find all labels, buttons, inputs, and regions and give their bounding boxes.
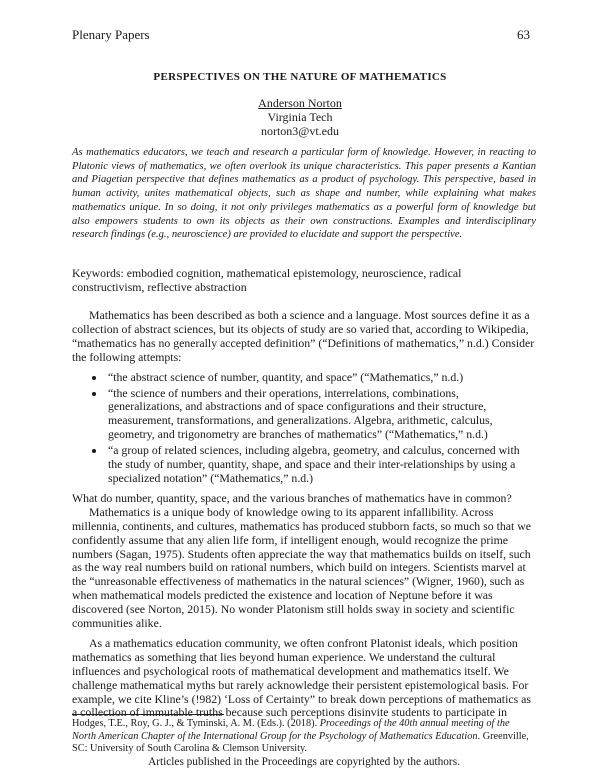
citation-proceedings: Proceedings of the 40th annual meeting of the North American Chapter of the International Group for the Psychology of Mathematics Education xyxy=(72,718,510,742)
copyright-notice: Articles published in the Proceedings are copyrighted by the authors. xyxy=(148,755,460,768)
author-affiliation: Virginia Tech xyxy=(267,110,333,124)
page-number: 63 xyxy=(517,27,530,42)
paragraph: Mathematics is a unique body of knowledge owing to its apparent infallibility. Across millennia, continents, and cultures, mathematics has produced stubborn facts, so much so that we confidently assume that any alien life form, if intelligent enough, would recognize the prime numbers (Sagan, 1975). Students often appreciate the way that mathematics builds on itself, such as the way real numbers build on rational numbers, which build on integers. Scientists marvel at the “unreasonable effectiveness of mathematics in the natural sciences” (Wigner, 1960), such as when mathematical models predicted the existence and location of Neptune before it was discovered (see Norton, 2015). No wonder Platonism still holds sway in society and scientific communities alike. xyxy=(72,504,531,631)
definition-list xyxy=(72,371,536,486)
question: What do number, quantity, space, and the various branches of mathematics have in common? xyxy=(72,490,512,505)
list-item: • “the abstract science of number, quantity, and space” (“Mathematics,” n.d.) xyxy=(106,371,536,385)
paper-title: PERSPECTIVES ON THE NATURE OF MATHEMATICS xyxy=(153,71,447,83)
citation xyxy=(72,718,536,756)
citation-authors: Hodges, T.E., Roy, G. J., & Tyminski, A. M. (Eds.). (2018). xyxy=(72,718,320,729)
paragraph: As a mathematics education community, we often confront Platonist ideals, which position mathematics as something that lies beyond human experience. We understand the cultural influences and psychological roots of mathematical development and mathematics itself. We challenge mathematical myths but rarely acknowledge their persistent epistemological basis. For example, we cite Kline’s (!982) ‘Loss of Certainty” to break down perceptions of mathematics as a collection of immutable truths because such perceptions disinvite students to participate in xyxy=(72,635,531,720)
keywords: Keywords: embodied cognition, mathematical epistemology, neuroscience, radical constructivism, reflective abstraction xyxy=(72,266,462,294)
author-name: Anderson Norton xyxy=(258,96,342,110)
body-text xyxy=(72,309,536,720)
running-header: Plenary Papers xyxy=(72,27,150,42)
author-block xyxy=(0,96,600,138)
citation-publisher: . Greenville, SC: University of South Carolina & Clemson University. xyxy=(72,730,529,754)
list-item: • “a group of related sciences, including algebra, geometry, and calculus, concerned with the study of number, quantity, shape, and space and their inter-relationships by using a specialized notation” (“Mathematics,” n.d.) xyxy=(106,444,536,486)
paragraph: Mathematics has been described as both a science and a language. Most sources define it as a collection of abstract sciences, but its objects of study are so varied that, according to Wikipedia, “mathematics has no generally accepted definition” (“Definitions of mathematics,” n.d.) Consider the following attempts: xyxy=(72,308,535,364)
footnote-divider xyxy=(72,714,224,715)
list-item: • “the science of numbers and their operations, interrelations, combinations, generalizations, and abstractions and of space configurations and their structure, measurement, transformations, and generalizations. Algebra, arithmetic, calculus, geometry, and trigonometry are branches of mathematics” (“Mathematics,” n.d.) xyxy=(106,387,536,443)
footer xyxy=(72,718,536,768)
author-email: norton3@vt.edu xyxy=(260,124,340,138)
abstract: As mathematics educators, we teach and research a particular form of knowledge. However, in reacting to Platonic views of mathematics, we often overlook its unique characteristics. This paper presents a Kantian and Piagetian perspective that defines mathematics as a product of psychology. This perspective, based in human activity, unites mathematical objects, such as shape and number, while explaining what makes mathematics unique. In so doing, it not only privileges mathematics as a powerful form of knowledge but also empowers students to own its objects as their own constructions. Examples and interdisciplinary research findings (e.g., neuroscience) are provided to elucidate and support the perspective. xyxy=(72,147,536,241)
